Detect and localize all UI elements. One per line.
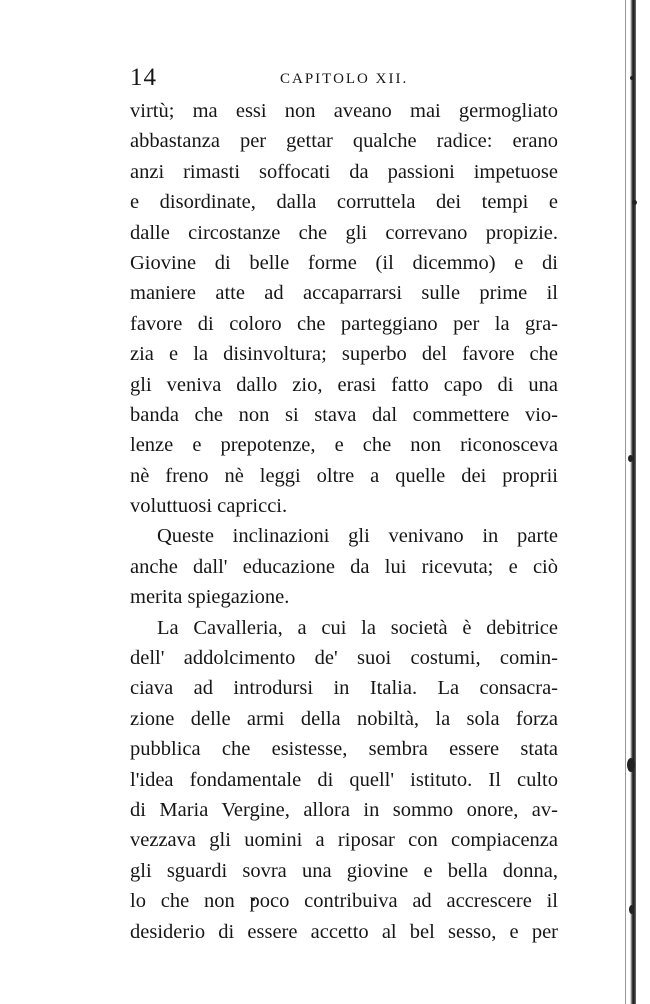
text-line: banda che non si stava dal commettere vio- — [130, 403, 558, 426]
text-line: l'idea fondamentale di quell' istituto. Il culto — [130, 768, 558, 791]
text-line: anche dall' educazione da lui ricevuta; e ciò — [130, 555, 558, 578]
page-header — [130, 62, 558, 94]
text-line: lo che non poco contribuiva ad accrescere il — [130, 890, 558, 913]
ink-speck — [629, 905, 634, 914]
text-line: Queste inclinazioni gli venivano in parte — [157, 525, 558, 548]
text-line: e disordinate, dalla corruttela dei tempi e — [130, 191, 558, 214]
page-edge-shadow — [630, 0, 636, 1004]
text-line: zione delle armi della nobiltà, la sola forza — [130, 707, 558, 730]
text-line: pubblica che esistesse, sembra essere stata — [130, 738, 558, 761]
paragraph — [130, 613, 558, 947]
ink-speck — [628, 455, 633, 462]
text-line: ciava ad introdursi in Italia. La consacra- — [130, 677, 558, 700]
text-line: vezzava gli uomini a riposar con compiacenza — [130, 829, 558, 852]
text-line: La Cavalleria, a cui la società è debitrice — [157, 616, 558, 639]
ink-speck — [630, 76, 634, 80]
ink-speck — [627, 758, 635, 772]
text-line: di Maria Vergine, allora in sommo onore, av- — [130, 798, 558, 821]
text-line: merita spiegazione. — [130, 586, 290, 609]
text-line: desiderio di essere accetto al bel sesso, e per — [130, 920, 558, 943]
text-line: favore di coloro che parteggiano per la gra- — [130, 312, 558, 335]
text-line: lenze e prepotenze, e che non riconosceva — [130, 434, 558, 457]
text-line: maniere atte ad accaparrarsi sulle prime il — [130, 282, 558, 305]
running-head: CAPITOLO XII. — [280, 71, 409, 87]
paragraph — [130, 521, 558, 612]
paragraph — [130, 96, 558, 521]
ink-speck — [632, 200, 637, 205]
text-line: anzi rimasti soffocati da passioni impetuose — [130, 160, 558, 183]
text-line: Giovine di belle forme (il dicemmo) e di — [130, 251, 558, 274]
text-line: nè freno nè leggi oltre a quelle dei proprii — [130, 464, 558, 487]
text-line: dell' addolcimento de' suoi costumi, comin- — [130, 647, 558, 670]
text-line: abbastanza per gettar qualche radice: erano — [130, 130, 558, 153]
text-line: virtù; ma essi non aveano mai germogliato — [130, 100, 558, 122]
body-text — [130, 96, 558, 947]
text-line: gli sguardi sovra una giovine e bella donna, — [130, 859, 558, 882]
page-number: 14 — [130, 64, 157, 91]
text-line: dalle circostanze che gli correvano propizie. — [130, 221, 558, 244]
text-line: gli veniva dallo zio, erasi fatto capo di una — [130, 373, 558, 396]
page-edge-line — [625, 0, 626, 1004]
text-line: zia e la disinvoltura; superbo del favore che — [130, 343, 558, 366]
text-line: voluttuosi capricci. — [130, 495, 288, 518]
